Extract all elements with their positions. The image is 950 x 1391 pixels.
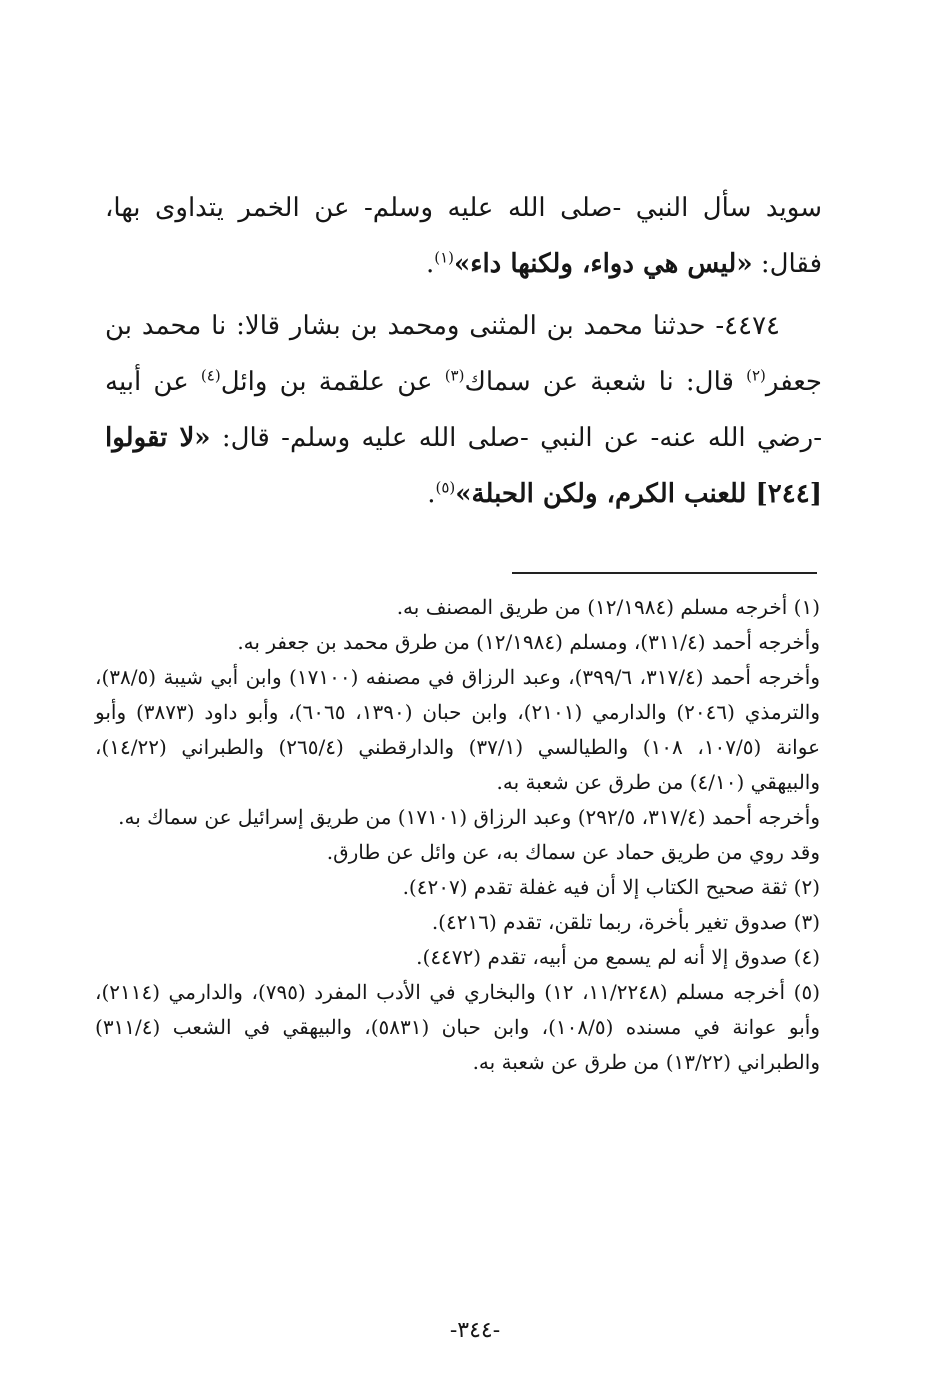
paragraph-2 [105, 298, 822, 522]
footnote-separator [512, 572, 817, 574]
para2-end: . [427, 479, 436, 509]
para2-c: عن أبيه -رضي الله عنه- عن النبي -صلى الله عليه وسلم- قال: [105, 367, 822, 453]
footnote-1-line-2: وأخرجه أحمد (٣١١/٤)، ومسلم (١٢/١٩٨٤) من طرق محمد بن جعفر به. [237, 630, 820, 654]
footnote-ref-3[interactable]: (٣) [444, 366, 465, 385]
main-text [105, 180, 822, 522]
para2-b: عن علقمة بن وائل [220, 367, 445, 397]
para2-lead: ٤٤٧٤- حدثنا محمد بن المثنى ومحمد بن بشار قالا: نا محمد بن جعفر [105, 311, 822, 397]
footnote-5: (٥) أخرجه مسلم (١١/٢٢٤٨، ١٢) والبخاري في الأدب المفرد (٧٩٥)، والدارمي (٢١١٤)، وأبو عوانة في مسنده (١٠٨/٥)، وابن حبان (٥٨٣١)، والبيهقي في الشعب (٣١١/٤) والطبراني (١٣/٢٢) من طرق عن شعبة به. [95, 980, 820, 1074]
para2-quote: «لا تقولوا [٢٤٤] للعنب الكرم، ولكن الحبلة» [105, 423, 822, 509]
footnote-1-line-5: وقد روي من طريق حماد عن سماك به، عن وائل عن طارق. [326, 840, 820, 864]
footnote-4: (٤) صدوق إلا أنه لم يسمع من أبيه، تقدم (٤٤٧٢). [416, 945, 820, 969]
para1-quote: «ليس هي دواء، ولكنها داء» [453, 249, 753, 279]
para2-a: قال: نا شعبة عن سماك [464, 367, 747, 397]
footnote-ref-2[interactable]: (٢) [746, 366, 766, 385]
footnote-3: (٣) صدوق تغير بأخرة، ربما تلقن، تقدم (٤٢١٦). [431, 910, 820, 934]
footnote-1-line-3: وأخرجه أحمد (٣١٧/٤، ٣٩٩/٦)، وعبد الرزاق في مصنفه (١٧١٠٠) وابن أبي شيبة (٣٨/٥)، والترمذي (٢٠٤٦) والدارمي (٢١٠١)، وابن حبان (١٣٩٠، ٦٠٦٥)، وأبو داود (٣٨٧٣) وأبو عوانة (١٠٧/٥، ١٠٨) والطيالسي (٣٧/١) والدارقطني (٢٦٥/٤) والطبراني (١٤/٢٢)، والبيهقي (٤/١٠) من طرق عن شعبة به. [95, 665, 821, 794]
footnote-1-line-4: وأخرجه أحمد (٣١٧/٤، ٢٩٢/٥) وعبد الرزاق (١٧١٠١) من طريق إسرائيل عن سماك به. [118, 805, 820, 829]
footnote-1-line-1: (١) أخرجه مسلم (١٢/١٩٨٤) من طريق المصنف به. [396, 595, 820, 619]
footnote-ref-4[interactable]: (٤) [200, 366, 221, 385]
footnote-ref-5[interactable]: (٥) [435, 478, 456, 497]
para1-text: سويد سأل النبي -صلى الله عليه وسلم- عن الخمر يتداوى بها، فقال: [105, 193, 822, 279]
paragraph-1 [105, 180, 822, 292]
page-number: -٣٤٤- [449, 1318, 501, 1343]
footnotes [95, 590, 820, 1080]
para1-end: . [425, 249, 435, 279]
footnote-2: (٢) ثقة صحيح الكتاب إلا أن فيه غفلة تقدم (٤٢٠٧). [402, 875, 820, 899]
footnote-ref-1[interactable]: (١) [434, 248, 454, 267]
